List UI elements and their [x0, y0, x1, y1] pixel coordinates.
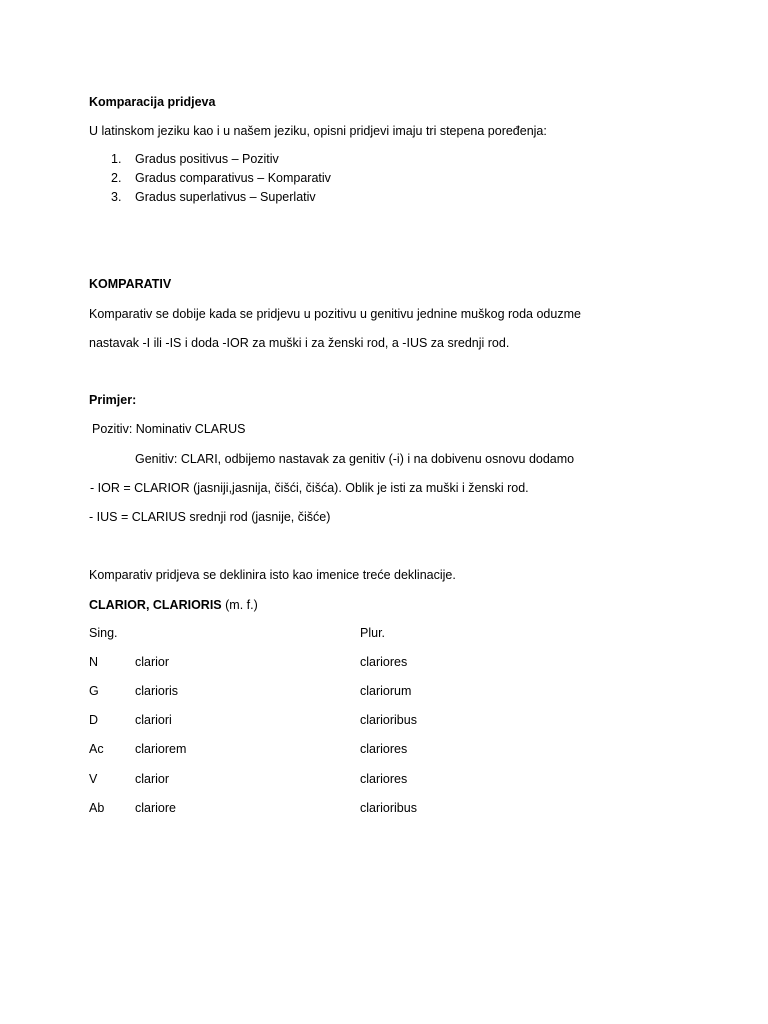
- example-line: - IUS = CLARIUS srednji rod (jasnije, čišće): [89, 510, 331, 524]
- singular-form: clarioris: [135, 684, 179, 698]
- plural-form: clariores: [360, 655, 408, 669]
- list-number: 2.: [111, 171, 122, 185]
- rule-paragraph-line: Komparativ se dobije kada se pridjevu u pozitivu u genitivu jednine muškog roda oduzme: [89, 307, 581, 321]
- table-row: [0, 713, 768, 729]
- plural-label: Plur.: [360, 626, 386, 640]
- paradigm-title-bold: CLARIOR, CLARIORIS: [89, 598, 222, 612]
- singular-form: clarior: [135, 772, 170, 786]
- plural-form: clarioribus: [360, 713, 417, 727]
- plural-form: clarioribus: [360, 801, 417, 815]
- case-label: G: [89, 684, 99, 698]
- singular-label: Sing.: [89, 626, 118, 640]
- list-number: 3.: [111, 190, 122, 204]
- singular-form: clariorem: [135, 742, 187, 756]
- paradigm-title: [89, 597, 258, 613]
- table-row: [0, 772, 768, 788]
- table-row: [0, 801, 768, 817]
- case-label: Ab: [89, 801, 105, 815]
- case-label: Ac: [89, 742, 104, 756]
- singular-form: clariori: [135, 713, 172, 727]
- plural-form: clariores: [360, 742, 408, 756]
- case-label: N: [89, 655, 99, 669]
- plural-form: clariorum: [360, 684, 412, 698]
- declension-note: Komparativ pridjeva se deklinira isto kao imenice treće deklinacije.: [89, 568, 456, 582]
- paradigm-title-gender: (m. f.): [221, 598, 258, 612]
- example-line: - IOR = CLARIOR (jasniji,jasnija, čišći, čišća). Oblik je isti za muški i ženski rod.: [90, 481, 529, 495]
- table-row: [0, 684, 768, 700]
- list-number: 1.: [111, 152, 122, 166]
- list-text: Gradus positivus – Pozitiv: [135, 152, 279, 166]
- intro-paragraph: U latinskom jeziku kao i u našem jeziku, opisni pridjevi imaju tri stepena poređenja:: [89, 124, 547, 138]
- example-line: Pozitiv: Nominativ CLARUS: [92, 422, 246, 436]
- table-row: [0, 742, 768, 758]
- case-label: V: [89, 772, 98, 786]
- table-row: [0, 655, 768, 671]
- list-item: [0, 190, 768, 206]
- list-text: Gradus superlativus – Superlativ: [135, 190, 316, 204]
- singular-form: clariore: [135, 801, 176, 815]
- page-title: Komparacija pridjeva: [89, 95, 216, 109]
- section-heading: KOMPARATIV: [89, 277, 172, 291]
- singular-form: clarior: [135, 655, 170, 669]
- list-text: Gradus comparativus – Komparativ: [135, 171, 331, 185]
- list-item: [0, 152, 768, 168]
- paradigm-header-row: [0, 626, 768, 642]
- rule-paragraph-line: nastavak -I ili -IS i doda -IOR za muški i za ženski rod, a -IUS za srednji rod.: [89, 336, 510, 350]
- plural-form: clariores: [360, 772, 408, 786]
- list-item: [0, 171, 768, 187]
- case-label: D: [89, 713, 99, 727]
- example-line: Genitiv: CLARI, odbijemo nastavak za genitiv (-i) i na dobivenu osnovu dodamo: [135, 452, 575, 466]
- example-heading: Primjer:: [89, 393, 137, 407]
